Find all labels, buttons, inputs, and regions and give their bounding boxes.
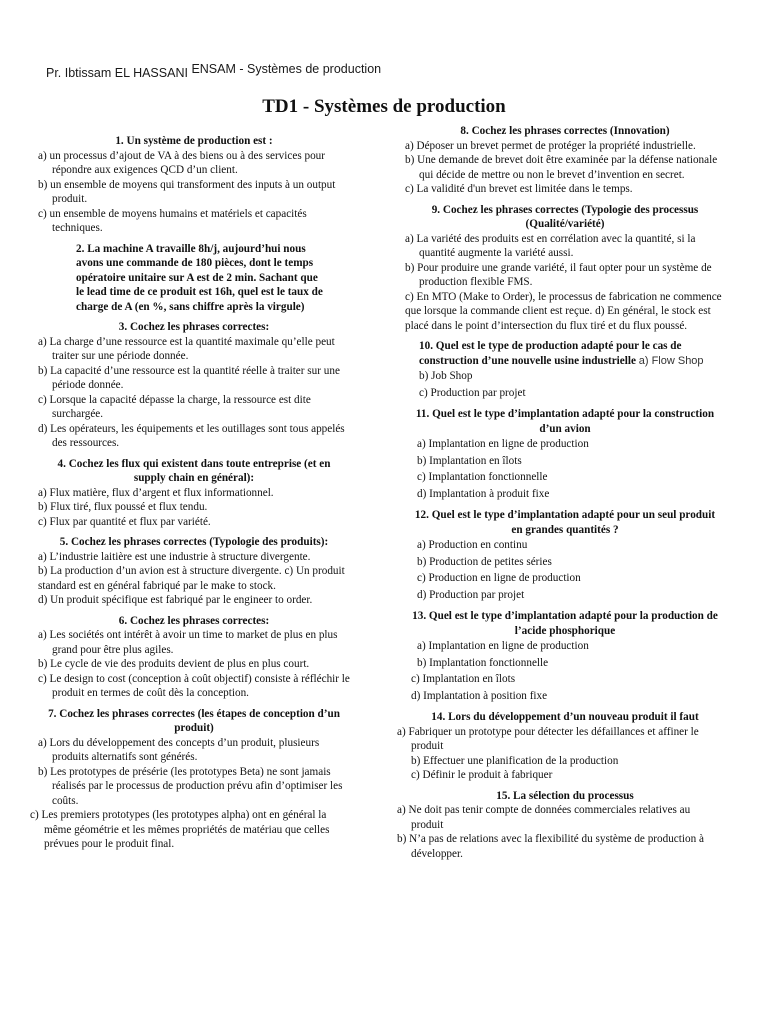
option-b[interactable]: b) Le cycle de vie des produits devient de plus en plus court. <box>38 658 310 670</box>
option-b[interactable]: b) Implantation en îlots <box>417 454 522 467</box>
question-heading: 15. La sélection du processus <box>496 789 634 802</box>
question-heading <box>419 340 704 367</box>
option-b[interactable]: b) Flux tiré, flux poussé et flux tendu. <box>38 501 208 513</box>
question-7 <box>30 707 350 852</box>
question-heading: 14. Lors du développement d’un nouveau produit il faut <box>431 711 699 723</box>
option-c[interactable]: c) En MTO (Make to Order), le processus de fabrication ne commence que lorsque la commande client est reçue. d) En général, le stock est placé dans le point d’intersection du flux tiré et du flux poussé. <box>405 290 722 332</box>
option-a[interactable]: a) Lors du développement des concepts d’un produit, plusieurs produits alternatifs sont générés. <box>38 736 320 763</box>
question-heading: 6. Cochez les phrases correctes: <box>118 614 270 627</box>
question-10 <box>405 339 725 401</box>
option-b[interactable]: b) Job Shop <box>419 370 473 382</box>
option-d[interactable]: d) Implantation à position fixe <box>411 689 548 702</box>
option-a[interactable]: a) Flux matière, flux d’argent et flux informationnel. <box>38 486 274 499</box>
question-heading: 4. Cochez les flux qui existent dans toute entreprise (et en supply chain en général): <box>57 457 331 484</box>
option-d[interactable]: d) Un produit spécifique est fabriqué par le engineer to order. <box>38 594 313 606</box>
option-a[interactable]: a) Flow Shop <box>638 354 704 367</box>
author-name: Pr. Ibtissam EL HASSANI <box>46 66 188 80</box>
option-d[interactable]: d) Implantation à produit fixe <box>417 487 550 500</box>
question-heading: 2. La machine A travaille 8h/j, aujourd’hui nous avons une commande de 180 pièces, dont le temps opératoire unitaire sur A est de 2 min. Sachant que le lead time de ce produit est 16h, quel est le taux de charge de A (en %, sans chiffre après la virgule) <box>76 242 323 313</box>
option-c[interactable]: c) Le design to cost (conception à coût objectif) consiste à réfléchir le produit en termes de coût dès la conception. <box>38 672 350 699</box>
option-c[interactable]: c) Définir le produit à fabriquer <box>411 769 553 781</box>
option-a[interactable]: a) Fabriquer un prototype pour détecter les défaillances et affiner le produit <box>397 725 699 752</box>
question-heading: 7. Cochez les phrases correctes (les étapes de conception d’un produit) <box>48 707 340 734</box>
question-heading: 5. Cochez les phrases correctes (Typologie des produits): <box>59 536 329 548</box>
option-b[interactable]: b) La production d’un avion est à structure divergente. c) Un produit standard est en général fabriqué par le make to stock. <box>38 565 345 592</box>
question-heading: 1. Un système de production est : <box>115 135 273 147</box>
question-heading: 13. Quel est le type d’implantation adapté pour la production de l’acide phosphorique <box>412 610 718 637</box>
right-column <box>397 124 725 867</box>
question-12 <box>405 508 725 603</box>
option-c[interactable]: c) Lorsque la capacité dépasse la charge, la ressource est dite surchargée. <box>38 393 311 420</box>
option-a[interactable]: a) La variété des produits est en corrélation avec la quantité, si la quantité augmente la variété aussi. <box>405 232 696 259</box>
question-heading: 12. Quel est le type d’implantation adapté pour un seul produit en grandes quantités ? <box>414 509 716 536</box>
option-a[interactable]: a) un processus d’ajout de VA à des biens ou à des services pour répondre aux exigences QCD d’un client. <box>38 149 325 176</box>
option-b[interactable]: b) La capacité d’une ressource est la quantité réelle à traiter sur une période donnée. <box>38 364 340 391</box>
option-a[interactable]: a) Ne doit pas tenir compte de données commerciales relatives au produit <box>397 804 691 831</box>
course-name: ENSAM - Systèmes de production <box>191 62 382 76</box>
option-c[interactable]: c) Implantation fonctionnelle <box>417 471 548 483</box>
question-heading: 8. Cochez les phrases correctes (Innovation) <box>460 125 670 137</box>
question-heading: 3. Cochez les phrases correctes: <box>118 321 270 333</box>
left-column <box>30 134 350 858</box>
option-a[interactable]: a) Déposer un brevet permet de protéger la propriété industrielle. <box>405 139 696 152</box>
question-5 <box>38 535 350 608</box>
question-11 <box>405 407 725 502</box>
option-a[interactable]: a) Production en continu <box>417 539 528 551</box>
question-heading: 11. Quel est le type d’implantation adapté pour la construction d’un avion <box>415 408 715 435</box>
option-a[interactable]: a) La charge d’une ressource est la quantité maximale qu’elle peut traiter sur une période donnée. <box>38 335 335 362</box>
option-d[interactable]: d) Production par projet <box>417 588 525 601</box>
question-1 <box>38 134 350 236</box>
option-b[interactable]: b) Pour produire une grande variété, il faut opter pour un système de production flexible FMS. <box>405 261 712 288</box>
option-b[interactable]: b) Une demande de brevet doit être examinée par la défense nationale qui décide de mettre ou non le brevet d’invention en secret. <box>405 154 718 181</box>
question-4 <box>38 457 350 530</box>
option-b[interactable]: b) Implantation fonctionnelle <box>417 656 549 669</box>
option-c[interactable]: c) Production en ligne de production <box>417 572 581 584</box>
option-b[interactable]: b) Effectuer une planification de la production <box>411 754 619 767</box>
option-a[interactable]: a) L’industrie laitière est une industrie à structure divergente. <box>38 550 311 563</box>
option-b[interactable]: b) Les prototypes de présérie (les prototypes Beta) ne sont jamais réalisés par le processus de production prévu afin d’optimiser les coûts. <box>38 765 343 807</box>
option-c[interactable]: c) un ensemble de moyens humains et matériels et capacités techniques. <box>38 207 307 234</box>
question-15 <box>397 789 725 862</box>
option-c[interactable]: c) Implantation en îlots <box>411 673 516 685</box>
option-b[interactable]: b) N’a pas de relations avec la flexibilité du système de production à développer. <box>397 833 704 860</box>
option-b[interactable]: b) un ensemble de moyens qui transforment des inputs à un output produit. <box>38 178 336 205</box>
option-d[interactable]: d) Les opérateurs, les équipements et les outillages sont tous appelés des ressources. <box>38 422 345 449</box>
option-a[interactable]: a) Implantation en ligne de production <box>417 438 589 450</box>
page-header <box>46 62 382 80</box>
option-b[interactable]: b) Production de petites séries <box>417 555 552 568</box>
question-2 <box>38 242 350 315</box>
question-13 <box>405 609 725 704</box>
option-a[interactable]: a) Les sociétés ont intérêt à avoir un time to market de plus en plus grand pour être plus agiles. <box>38 629 338 656</box>
question-6 <box>38 614 350 701</box>
question-9 <box>405 203 725 334</box>
option-c[interactable]: c) Les premiers prototypes (les prototypes alpha) ont en général la même géométrie et les mêmes propriétés de matériau que celles prévues pour le produit final. <box>30 809 330 850</box>
option-c[interactable]: c) Production par projet <box>419 386 526 399</box>
page-title: TD1 - Systèmes de production <box>262 96 506 117</box>
option-a[interactable]: a) Implantation en ligne de production <box>417 640 589 652</box>
question-heading: 9. Cochez les phrases correctes (Typologie des processus (Qualité/variété) <box>431 203 699 230</box>
question-heading-text: 10. Quel est le type de production adapté pour le cas de construction d’une nouvelle usine industrielle <box>419 340 682 367</box>
question-14 <box>397 710 725 783</box>
option-c[interactable]: c) La validité d'un brevet est limitée dans le temps. <box>405 183 633 195</box>
option-c[interactable]: c) Flux par quantité et flux par variété. <box>38 515 211 528</box>
question-8 <box>405 124 725 197</box>
question-3 <box>38 320 350 451</box>
